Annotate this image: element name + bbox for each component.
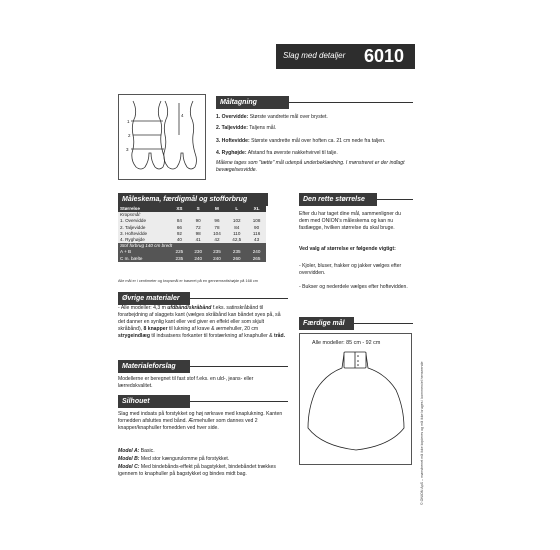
section-header-materialeforslag: Materialeforslag (118, 360, 190, 373)
divider (190, 401, 288, 402)
section-header-silhouet: Silhouet (118, 395, 190, 408)
oevrige-text: - Alle modeller: 4,3 m ufdbånd/skråbånd f.eks. satinskråbånd til forarbejdning af slaggets kant (vælges skråbånd kan båndet syes på, så det danner en synlig kant eller ved giver en effekt eller som skjult skråbånd), 8 knapper til lukning af krave & ærmehuller, 20 cm strygeindlæg til indsatsens forkanter til forstærkning af knaphuller & tråd. (118, 305, 286, 339)
finished-caption: Alle modeller: 85 cm - 92 cm (312, 340, 381, 346)
table-row: Stof forbrug 140 cm bredt (118, 243, 266, 249)
svg-text:4: 4 (181, 113, 184, 118)
measure-note: Målene tages som "tætte" mål udenpå underbeklædning. I mønstreret er der indlagt bevægelsesvidde. (216, 160, 405, 173)
column-header: L (226, 206, 247, 212)
table-footnote: Alle mål er i centimeter og kropsmål er baseret på en gennemsnitshøjde på 168 cm (118, 279, 258, 283)
table-row: 1. Overvidde 84 90 96 102 108 (118, 218, 266, 224)
measurement-table (118, 206, 266, 262)
section-header-oevrige: Øvrige materialer (118, 292, 190, 305)
den-rette-bullet-1: - Kjoler, bluser, frakker og jakker vælges efter overvidden. (299, 263, 402, 276)
section-header-maaleskema: Måleskema, færdigmål og stofforbrug (118, 193, 268, 206)
den-rette-text: Efter du har taget dine mål, sammenligner du dem med ONION's måleskema og kan nu fastlægge, hvilken størrelse du skal bruge. (299, 211, 401, 231)
body-diagram-illustration (119, 95, 205, 179)
section-header-maaltagning: Måltagning (216, 96, 289, 109)
table-row: Kropsmål: (118, 212, 266, 218)
divider (190, 298, 288, 299)
table-row: 3. Hoftevidde 92 98 104 110 116 (118, 231, 266, 237)
section-header-den-rette: Den rette størrelse (299, 193, 377, 206)
measure-item-2: 2. Taljevidde: Taljens mål. (216, 125, 277, 131)
table-row: 2. Taljevidde 66 72 78 84 90 (118, 225, 266, 231)
divider (289, 102, 413, 103)
den-rette-choose: Ved valg af størrelse er følgende vigtigt: (299, 246, 396, 252)
cape-illustration (300, 350, 411, 465)
materialeforslag-text: Modellerne er beregnet til fast stof f.eks. en uld-, jeans- eller lærredskvalitet. (118, 376, 254, 389)
divider (377, 199, 413, 200)
column-header: M (208, 206, 227, 212)
svg-text:2: 2 (128, 133, 131, 138)
pattern-number: 6010 (364, 46, 405, 66)
model-b: Model B: Med stor kængurulomme på forstykket. (118, 456, 230, 462)
header-title: Slag med detaljer (283, 51, 346, 60)
column-header: XL (247, 206, 266, 212)
copyright-side-text: © ONION ApS – mønstrenet må ikke kopieres og må ikke bruges i kommerciel henseende (420, 361, 424, 505)
measure-item-4: 4. Ryghøjde: Afstand fra øverste nakkehvirvel til talje. (216, 150, 338, 156)
finished-garment-box (299, 333, 412, 465)
den-rette-bullet-2: - Bukser og nederdele vælges efter hoftevidden. (299, 284, 408, 290)
section-header-faerdige: Færdige mål (299, 317, 354, 330)
column-header: Størrelse (118, 206, 170, 212)
column-header: S (189, 206, 208, 212)
divider (354, 323, 413, 324)
measure-item-1: 1. Overvidde: Største vandrette mål over brystet. (216, 114, 328, 120)
column-header: XS (170, 206, 189, 212)
table-row: A + B 225 230 235 235 240 (118, 249, 266, 255)
silhouet-text: Slag med indsats på forstykket og høj rørkrave med knaplukning. Kanten fornedden afsluttes med bånd. Ærmehuller som dannes ved 2 knapper/knaphuller fornedden ved hver side. (118, 411, 283, 431)
svg-text:3: 3 (126, 147, 129, 152)
table-row: 4. Ryghøjde 40 41 42 42,5 43 (118, 237, 266, 243)
model-a: Model A: Basic. (118, 448, 155, 454)
measurement-figure (118, 94, 206, 180)
svg-text:1: 1 (127, 119, 130, 124)
measure-item-3: 3. Hoftevidde: Største vandrette mål over hoften ca. 21 cm nede fra taljen. (216, 138, 386, 144)
divider (190, 366, 288, 367)
model-c: Model C: Med bindebånds-effekt på bagstykket, bindebåndet trækkes igennem to knaphuller på bagstykket og bindes midt bag. (118, 464, 276, 477)
table-row: C m. bælte 235 240 240 260 265 (118, 256, 266, 262)
